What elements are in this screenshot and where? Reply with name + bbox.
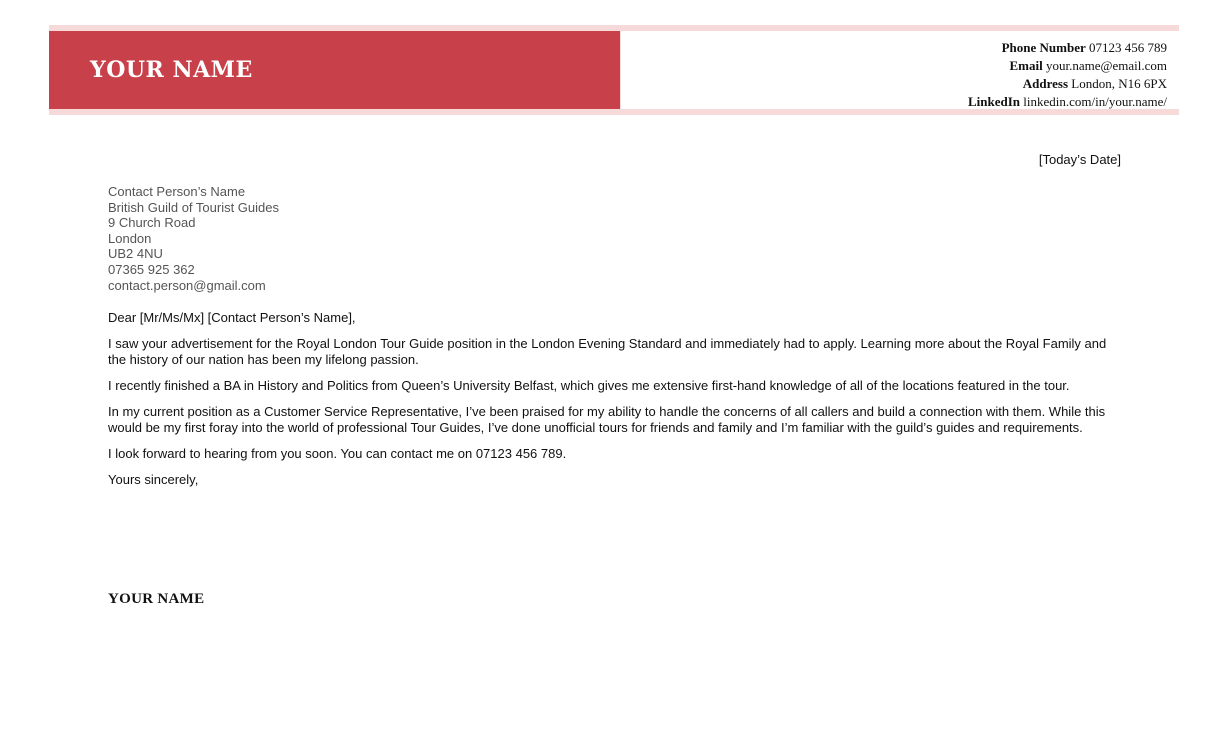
paragraph-education: I recently finished a BA in History and Politics from Queen’s University Belfast, which gives me extensive first-hand knowledge of all of the locations featured in the tour. (108, 378, 1070, 393)
contact-phone (968, 39, 1167, 57)
letter-date: [Today’s Date] (1038, 152, 1121, 167)
contact-band (621, 31, 1179, 109)
contact-linkedin-value: linkedin.com/in/your.name/ (1023, 94, 1167, 109)
name-band (49, 31, 620, 109)
recipient-organization: British Guild of Tourist Guides (108, 199, 279, 215)
applicant-name: YOUR NAME (90, 57, 253, 83)
paragraph-intro: I saw your advertisement for the Royal London Tour Guide position in the London Evening Standard and immediately had to apply. Learning more about the Royal Family and the history of our nation has been my lifelong passion. (108, 336, 1107, 367)
contact-phone-value: 07123 456 789 (1089, 40, 1167, 55)
contact-linkedin-label: LinkedIn (968, 94, 1021, 109)
salutation: Dear [Mr/Ms/Mx] [Contact Person’s Name], (108, 310, 356, 325)
recipient-email: contact.person@gmail.com (108, 277, 266, 293)
letter-body (108, 310, 1118, 498)
signature-name: YOUR NAME (108, 591, 205, 607)
recipient-street: 9 Church Road (108, 215, 196, 231)
contact-details (968, 39, 1167, 111)
recipient-name: Contact Person’s Name (108, 184, 246, 199)
paragraph-experience: In my current position as a Customer Service Representative, I’ve been praised for my ability to handle the concerns of all callers and build a connection with them. While this would be my first foray into the world of professional Tour Guides, I’ve done unofficial tours for friends and family and I’m familiar with the guild’s guides and requirements. (108, 404, 1106, 435)
contact-phone-label: Phone Number (1001, 40, 1086, 55)
contact-address-value: London, N16 6PX (1071, 76, 1167, 91)
recipient-postcode: UB2 4NU (108, 246, 163, 262)
contact-email-label: Email (1009, 58, 1043, 73)
header-banner (49, 25, 1179, 115)
closing-phrase: Yours sincerely, (108, 472, 199, 487)
contact-email-value: your.name@email.com (1046, 58, 1167, 73)
paragraph-closing: I look forward to hearing from you soon. You can contact me on 07123 456 789. (108, 446, 567, 461)
recipient-phone: 07365 925 362 (108, 261, 195, 277)
contact-address (968, 75, 1167, 93)
recipient-block (108, 184, 279, 293)
contact-linkedin (968, 93, 1167, 111)
contact-email (968, 57, 1167, 75)
contact-address-label: Address (1022, 76, 1069, 91)
recipient-city: London (108, 230, 152, 246)
